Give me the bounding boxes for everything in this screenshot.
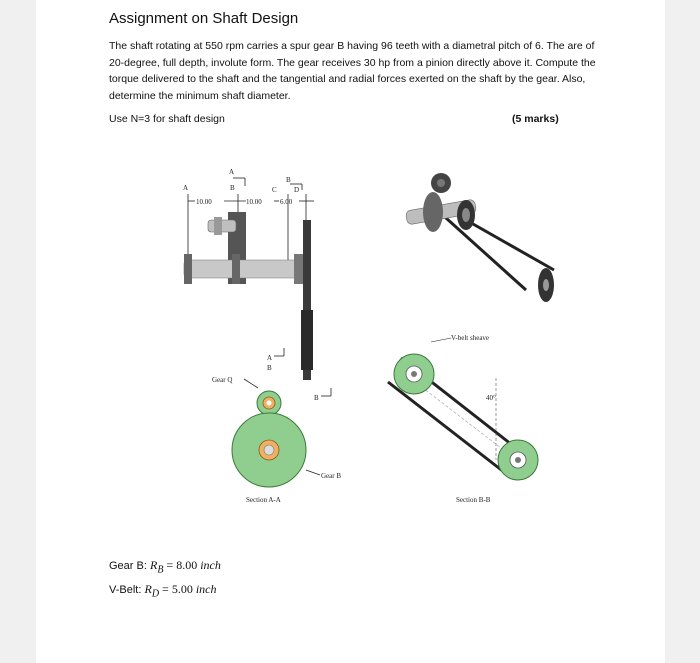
- dim-6: 6.00: [280, 198, 293, 206]
- vbelt-label: V-belt sheave: [451, 334, 490, 342]
- sec-b-label: B: [267, 364, 272, 372]
- design-note: Use N=3 for shaft design: [109, 113, 225, 125]
- shaft-figure: [166, 160, 586, 520]
- dim-10-first: 10.00: [196, 198, 212, 206]
- isometric-view: [405, 173, 554, 302]
- section-aa-label: Section A-A: [246, 496, 281, 504]
- dim-10-second: 10.00: [246, 198, 262, 206]
- given-v-belt: V-Belt: $R_D = 5.00$ inch: [109, 582, 217, 600]
- fig-label-a: A: [183, 184, 189, 192]
- sec-bb-arrow-label: B: [314, 394, 319, 402]
- angle-label: 40°: [486, 394, 496, 402]
- fig-label-b-top: B: [286, 176, 291, 184]
- gear-q-label: Gear Q: [212, 376, 233, 384]
- sec-a-label: A: [267, 354, 273, 362]
- fig-label-b: B: [230, 184, 235, 192]
- fig-label-d: D: [294, 186, 300, 194]
- fig-label-c: C: [272, 186, 277, 194]
- document-title: Assignment on Shaft Design: [109, 10, 299, 27]
- marks-label: (5 marks): [512, 113, 559, 125]
- document-page: [36, 0, 665, 663]
- given-gear-b: Gear B: $R_B = 8.00$ inch: [109, 558, 221, 576]
- section-bb-view: [388, 354, 538, 480]
- shaft: [184, 260, 304, 278]
- gear-b-label: Gear B: [321, 472, 342, 480]
- problem-statement: The shaft rotating at 550 rpm carries a spur gear B having 96 teeth with a diametral pitch of 6. The are of 20-degree, full depth, involute form. The gear receives 30 hp from a pinion directly above it. Compute the torque delivered to the shaft and the tangential and radial forces exerted on the shaft by the gear. Also, determine the minimum shaft diameter.: [109, 40, 596, 102]
- fig-label-a-top: A: [229, 168, 235, 176]
- section-bb-label: Section B-B: [456, 496, 491, 504]
